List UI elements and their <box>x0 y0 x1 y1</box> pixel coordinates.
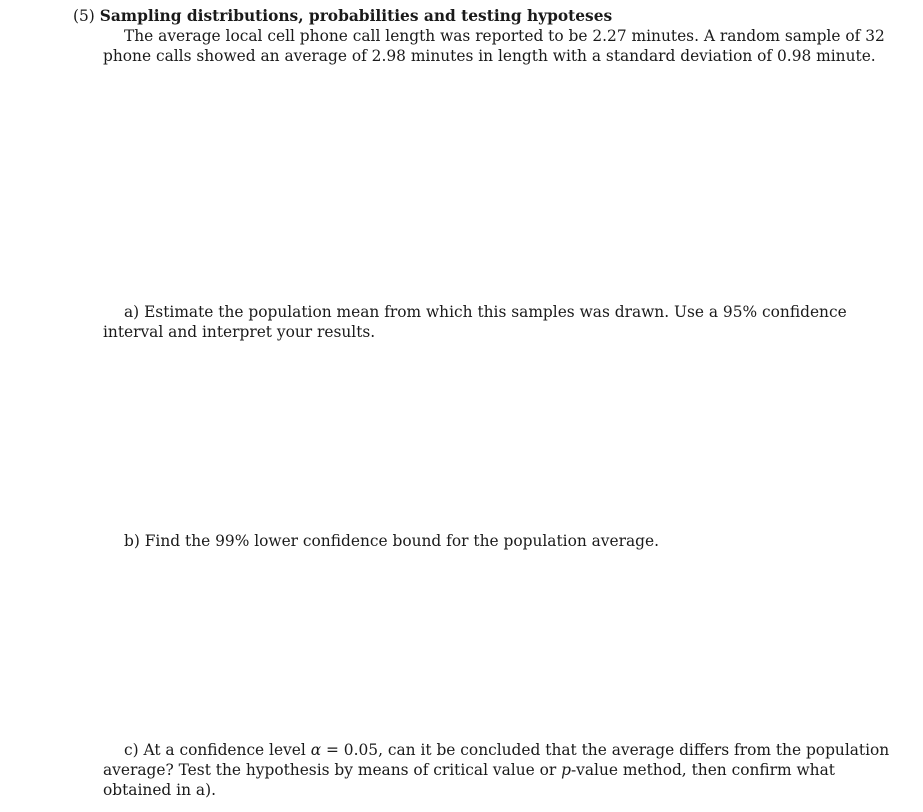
part-a-line-2: interval and interpret your results. <box>103 323 376 341</box>
part-c-line-2-pre: average? Test the hypothesis by means of critical value or <box>103 761 562 779</box>
part-c-line-1 <box>124 740 890 760</box>
part-c-line-1-pre: c) At a confidence level <box>124 741 311 759</box>
part-c-line-2 <box>103 760 835 780</box>
intro-line-2: phone calls showed an average of 2.98 minutes in length with a standard deviation of 0.98 minute. <box>103 47 876 65</box>
part-c-line-3: obtained in a). <box>103 781 216 799</box>
alpha-symbol: α <box>310 741 322 759</box>
problem-header <box>73 6 612 26</box>
problem-number: (5) <box>73 7 95 25</box>
part-c-line-1-post: = 0.05, can it be concluded that the average differs from the population <box>321 741 890 759</box>
p-symbol: p <box>561 761 571 779</box>
part-b-line-1: b) Find the 99% lower confidence bound for the population average. <box>124 532 659 550</box>
part-c-line-2-post: -value method, then confirm what <box>570 761 835 779</box>
intro-line-1: The average local cell phone call length was reported to be 2.27 minutes. A random sample of 32 <box>124 27 885 45</box>
problem-title: Sampling distributions, probabilities and testing hypoteses <box>99 7 613 25</box>
part-a-line-1: a) Estimate the population mean from which this samples was drawn. Use a 95% confidence <box>124 303 847 321</box>
